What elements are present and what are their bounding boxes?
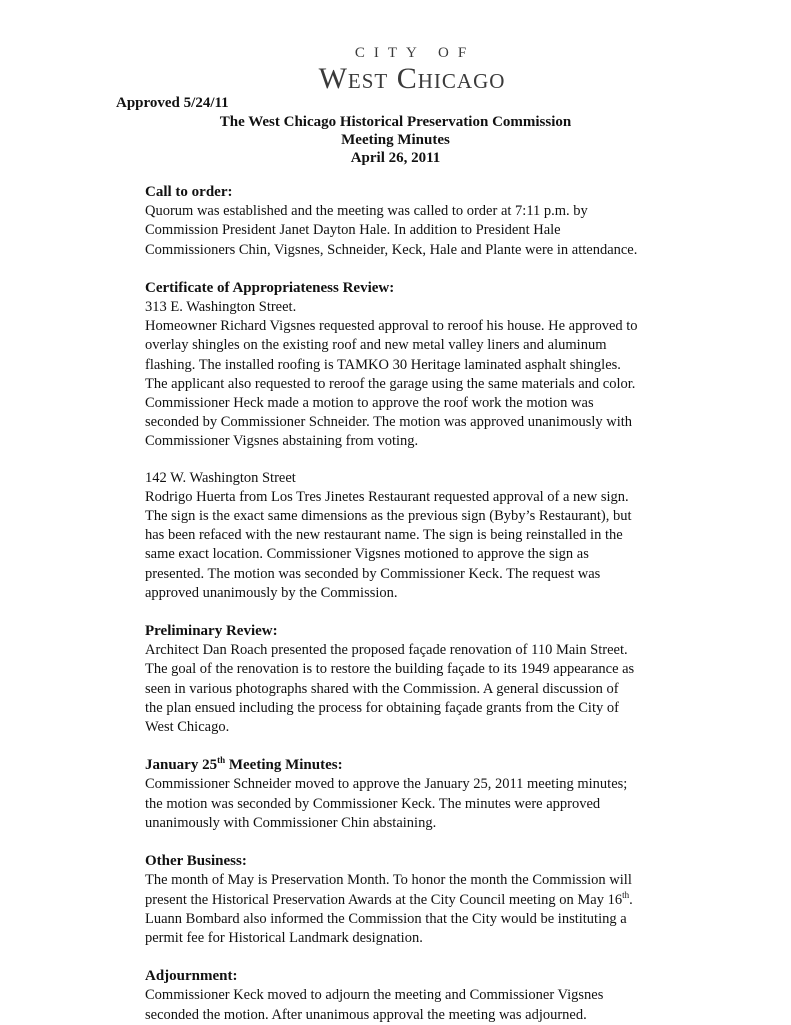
text-line: Architect Dan Roach presented the proposed façade renovation of 110 Main Street. — [145, 642, 628, 659]
text-line — [145, 891, 685, 910]
section-heading: Preliminary Review: — [145, 623, 278, 640]
text-line: unanimously with Commissioner Chin abstaining. — [145, 814, 437, 831]
section-preliminary-review — [145, 622, 685, 737]
heading-text: January 25 — [145, 757, 218, 774]
document-header — [0, 113, 791, 167]
text-line: approved unanimously by the Commission. — [145, 584, 398, 601]
section-call-to-order — [145, 183, 685, 260]
text-line: the plan ensued including the process for obtaining façade grants from the City of — [145, 699, 619, 716]
text-line: permit fee for Historical Landmark designation. — [145, 929, 423, 946]
text-line: overlay shingles on the existing roof and new metal valley liners and aluminum — [145, 337, 607, 354]
address-line: 142 W. Washington Street — [145, 469, 296, 486]
text-line: Quorum was established and the meeting was called to order at 7:11 p.m. by — [145, 203, 588, 220]
text-line: flashing. The installed roofing is TAMKO 30 Heritage laminated asphalt shingles. — [145, 356, 621, 373]
ordinal-suffix: th — [622, 889, 630, 900]
text-line: seconded by Commissioner Schneider. The motion was approved unanimously with — [145, 414, 633, 431]
text-line: Commissioner Keck moved to adjourn the meeting and Commissioner Vigsnes — [145, 987, 604, 1004]
city-logo — [272, 44, 552, 96]
section-heading — [145, 756, 685, 775]
text-line: The month of May is Preservation Month. To honor the month the Commission will — [145, 872, 632, 889]
meeting-date: April 26, 2011 — [350, 150, 441, 166]
text-line: the motion was seconded by Commissioner Keck. The minutes were approved — [145, 795, 601, 812]
address-line: 313 E. Washington Street. — [145, 299, 297, 316]
section-heading: Call to order: — [145, 184, 233, 200]
section-heading: Adjournment: — [145, 968, 238, 985]
section-other-business — [145, 852, 685, 948]
text-line: West Chicago. — [145, 719, 230, 736]
section-coa-review — [145, 279, 685, 603]
text-line: has been refaced with the new restaurant name. The sign is being reinstalled in the — [145, 527, 623, 544]
section-heading: Certificate of Appropriateness Review: — [145, 279, 395, 296]
section-heading: Other Business: — [145, 853, 247, 870]
text-line: Commission President Janet Dayton Hale. In addition to President Hale — [145, 222, 561, 239]
text-line: Commissioner Schneider moved to approve the January 25, 2011 meeting minutes; — [145, 776, 628, 793]
section-january-minutes — [145, 756, 685, 833]
text-line: Homeowner Richard Vigsnes requested approval to reroof his house. He approved to — [145, 318, 638, 335]
text-line: Commissioner Vigsnes abstaining from voting. — [145, 433, 419, 450]
text-line: presented. The motion was seconded by Commissioner Keck. The request was — [145, 565, 601, 582]
text-line: seconded the motion. After unanimous approval the meeting was adjourned. — [145, 1006, 587, 1023]
text-line: same exact location. Commissioner Vigsnes motioned to approve the sign as — [145, 546, 589, 563]
heading-text: Meeting Minutes: — [225, 757, 343, 774]
text-line: The goal of the renovation is to restore the building façade to its 1949 appearance as — [145, 661, 635, 678]
document-title: Meeting Minutes — [341, 132, 450, 148]
text-line: The applicant also requested to reroof the garage using the same materials and color. — [145, 375, 636, 392]
text-span: present the Historical Preservation Awards at the City Council meeting on May 16 — [145, 891, 623, 908]
approved-stamp: Approved 5/24/11 — [116, 95, 229, 111]
text-span: . — [629, 891, 633, 908]
text-line: Luann Bombard also informed the Commission that the City would be instituting a — [145, 910, 627, 927]
logo-main-text: West Chicago — [318, 62, 506, 95]
text-line: Commissioner Heck made a motion to approve the roof work the motion was — [145, 395, 594, 412]
minutes-body — [145, 183, 685, 1025]
ordinal-suffix: th — [217, 755, 226, 766]
text-line: The sign is the exact same dimensions as the previous sign (Byby’s Restaurant), but — [145, 508, 632, 525]
text-line: Rodrigo Huerta from Los Tres Jinetes Restaurant requested approval of a new sign. — [145, 488, 629, 505]
org-name: The West Chicago Historical Preservation Commission — [219, 114, 572, 130]
logo-top-text: CITY OF — [354, 45, 476, 61]
text-line: Commissioners Chin, Vigsnes, Schneider, Keck, Hale and Plante were in attendance. — [145, 241, 638, 258]
text-line: seen in various photographs shared with the Commission. A general discussion of — [145, 680, 619, 697]
section-adjournment — [145, 967, 685, 1025]
